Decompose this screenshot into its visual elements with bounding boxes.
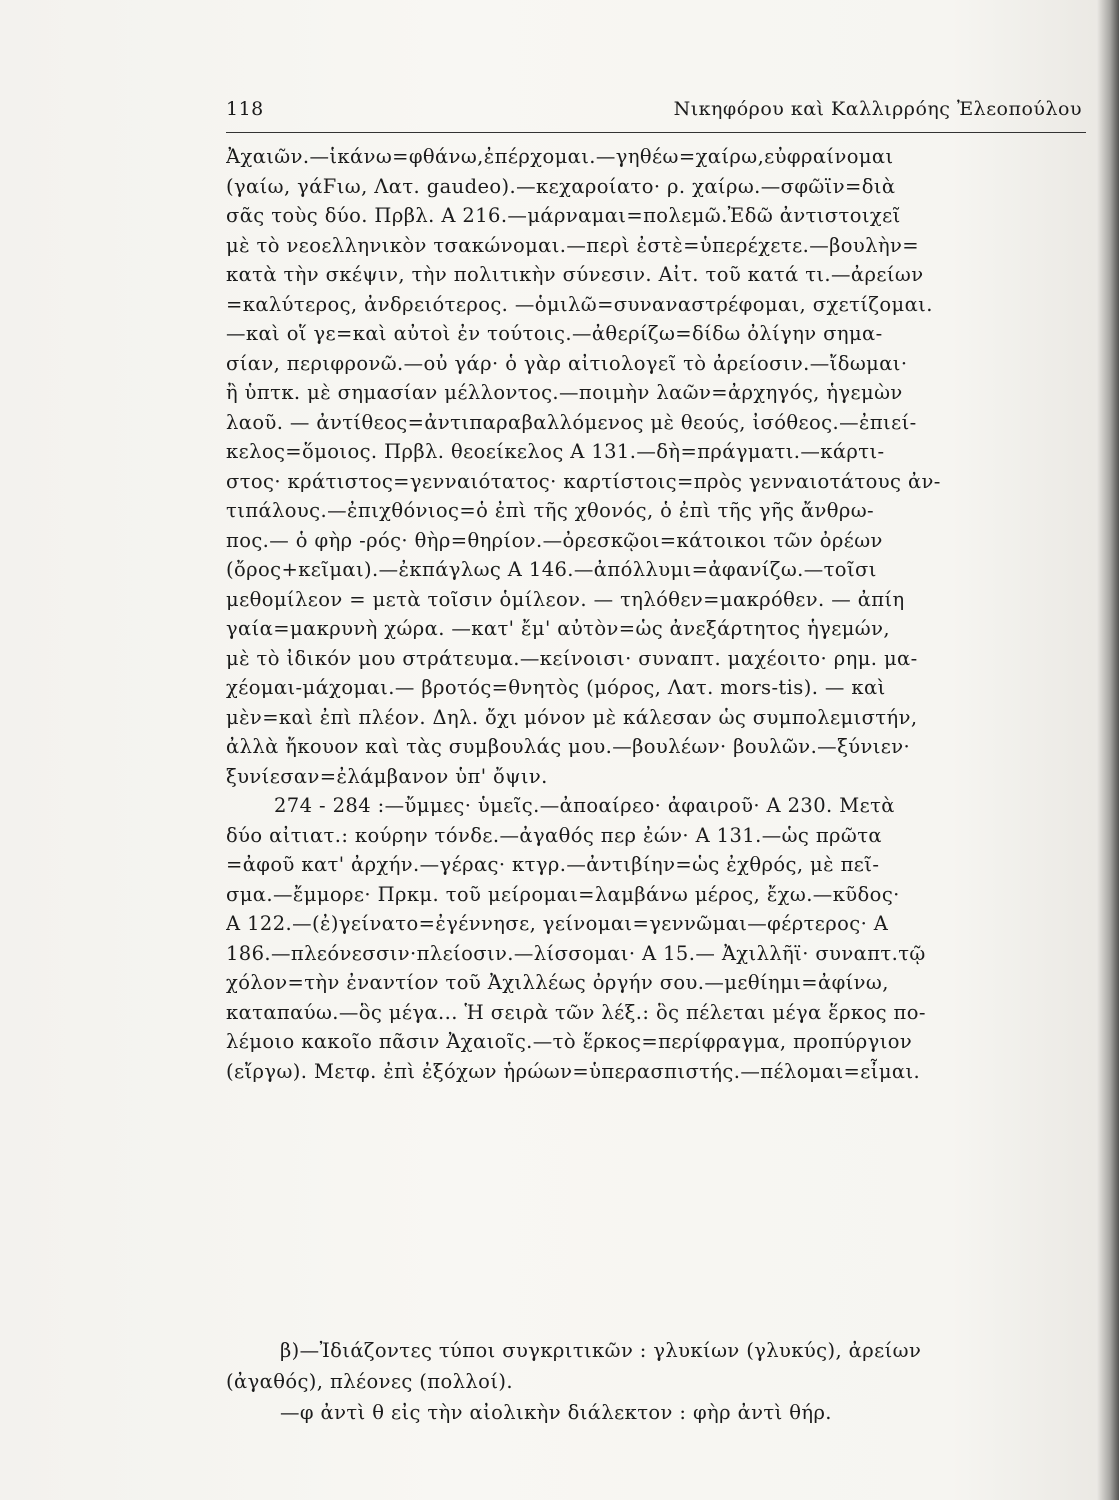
- text-line: 274 - 284 :—ὔμμες· ὑμεῖς.—ἀποαίρεο· ἀφαιροῦ· Α 230. Μετὰ: [274, 794, 895, 817]
- text-line: κελος=ὅμοιος. Πρβλ. θεοείκελος Α 131.—δὴ=πράγματι.—κάρτι-: [226, 440, 885, 463]
- text-line: καταπαύω.—ὃς μέγα... Ἡ σειρὰ τῶν λέξ.: ὃς πέλεται μέγα ἕρκος πο-: [226, 1000, 926, 1024]
- text-line: χέομαι-μάχομαι.— βροτός=θνητὸς (μόρος, Λατ. mors-tis). — καὶ: [226, 676, 886, 699]
- text-line: ἀλλὰ ἤκουον καὶ τὰς συμβουλάς μου.—βουλέων· βουλῶν.—ξύνιεν·: [226, 735, 911, 758]
- section-b-line: β)—Ἰδιάζοντες τύποι συγκριτικῶν : γλυκίων (γλυκύς), ἀρείων: [280, 1339, 922, 1362]
- text-line: 186.—πλεόνεσσιν·πλείοσιν.—λίσσομαι· Α 15.— Ἀχιλλῆϊ· συναπτ.τῷ: [226, 941, 926, 965]
- text-line: δύο αἰτιατ.: κούρην τόνδε.—ἀγαθός περ ἐών· Α 131.—ὡς πρῶτα: [226, 823, 882, 847]
- running-title: Νικηφόρου καὶ Καλλιρρόης Ἐλεοπούλου: [673, 98, 1082, 120]
- text-line: μεθομίλεον = μετὰ τοῖσιν ὁμίλεον. — τηλόθεν=μακρόθεν. — ἀπίη: [226, 587, 905, 611]
- text-line: =καλύτερος, ἀνδρειότερος. —ὁμιλῶ=συναναστρέφομαι, σχετίζομαι.: [226, 292, 933, 316]
- text-line: —καὶ οἵ γε=καὶ αὐτοὶ ἐν τούτοις.—ἀθερίζω=δίδω ὀλίγην σημα-: [226, 322, 883, 345]
- text-line: μὲν=καὶ ἐπὶ πλέον. Δηλ. ὄχι μόνον μὲ κάλεσαν ὡς συμπολεμιστήν,: [226, 705, 918, 729]
- text-line: (ὄρος+κεῖμαι).—ἐκπάγλως Α 146.—ἀπόλλυμι=ἀφανίζω.—τοῖσι: [226, 558, 877, 581]
- text-line: λαοῦ. — ἀντίθεος=ἀντιπαραβαλλόμενος μὲ θεούς, ἰσόθεος.—ἐπιεί-: [226, 410, 917, 434]
- text-line: μὲ τὸ ἰδικόν μου στράτευμα.—κείνοισι· συναπτ. μαχέοιτο· ρημ. μα-: [226, 646, 918, 670]
- text-line: μὲ τὸ νεοελληνικὸν τσακώνομαι.—περὶ ἐστὲ=ὑπερέχετε.—βουλὴν=: [226, 233, 920, 257]
- text-line: σίαν, περιφρονῶ.—οὐ γάρ· ὁ γὰρ αἰτιολογεῖ τὸ ἀρείοσιν.—ἴδωμαι·: [226, 351, 908, 375]
- text-line: Ἀχαιῶν.—ἱκάνω=φθάνω,ἐπέρχομαι.—γηθέω=χαίρω,εὐφραίνομαι: [226, 145, 894, 168]
- text-line: στος· κράτιστος=γενναιότατος· καρτίστοις=πρὸς γενναιοτάτους ἀν-: [226, 469, 941, 493]
- page-number: 118: [226, 98, 264, 120]
- text-line: κατὰ τὴν σκέψιν, τὴν πολιτικὴν σύνεσιν. Αἰτ. τοῦ κατά τι.—ἀρείων: [226, 263, 924, 286]
- text-line: =ἀφοῦ κατ' ἀρχήν.—γέρας· κτγρ.—ἀντιβίην=ὡς ἐχθρός, μὲ πεῖ-: [226, 853, 880, 876]
- header-rule: [226, 132, 1086, 133]
- section-b-line: —φ ἀντὶ θ εἰς τὴν αἰολικὴν διάλεκτον : φὴρ ἀντὶ θήρ.: [280, 1401, 832, 1424]
- text-line: γαία=μακρυνὴ χώρα. —κατ' ἔμ' αὐτὸν=ὡς ἀνεξάρτητος ἡγεμών,: [226, 617, 890, 640]
- text-line: ἢ ὑπτκ. μὲ σημασίαν μέλλοντος.—ποιμὴν λαῶν=ἀρχηγός, ἡγεμὼν: [226, 381, 903, 404]
- text-line: σμα.—ἔμμορε· Πρκμ. τοῦ μείρομαι=λαμβάνω μέρος, ἔχω.—κῦδος·: [226, 882, 900, 906]
- text-line: ξυνίεσαν=ἐλάμβανον ὑπ' ὄψιν.: [226, 764, 548, 788]
- book-spine-shadow: [1097, 0, 1119, 1500]
- text-line: τιπάλους.—ἐπιχθόνιος=ὁ ἐπὶ τῆς χθονός, ὁ ἐπὶ τῆς γῆς ἄνθρω-: [226, 499, 874, 522]
- text-line: χόλον=τὴν ἐναντίον τοῦ Ἀχιλλέως ὀργήν σου.—μεθίημι=ἀφίνω,: [226, 971, 889, 994]
- commentary-text: [226, 142, 1092, 1086]
- section-b-line: (ἀγαθός), πλέονες (πολλοί).: [226, 1370, 513, 1393]
- text-line: (γαίω, γάϜιω, Λατ. gaudeo).—κεχαροίατο· ρ. χαίρω.—σφῶϊν=διὰ: [226, 174, 896, 198]
- text-line: πος.— ὁ φὴρ -ρός· θὴρ=θηρίον.—ὀρεσκῷοι=κάτοικοι τῶν ὀρέων: [226, 528, 883, 552]
- text-line: λέμοιο κακοῖο πᾶσιν Ἀχαιοῖς.—τὸ ἕρκος=περίφραγμα, προπύργιον: [226, 1030, 913, 1053]
- page-header: [226, 96, 1092, 130]
- section-b: [226, 1335, 1092, 1428]
- text-line: Α 122.—(ἐ)γείνατο=ἐγέννησε, γείνομαι=γεννῶμαι—φέρτερος· Α: [226, 912, 889, 935]
- text-line: σᾶς τοὺς δύο. Πρβλ. Α 216.—μάρναμαι=πολεμῶ.Ἐδῶ ἀντιστοιχεῖ: [226, 204, 901, 227]
- text-line: (εἴργω). Μετφ. ἐπὶ ἐξόχων ἡρώων=ὑπερασπιστής.—πέλομαι=εἶμαι.: [226, 1059, 921, 1083]
